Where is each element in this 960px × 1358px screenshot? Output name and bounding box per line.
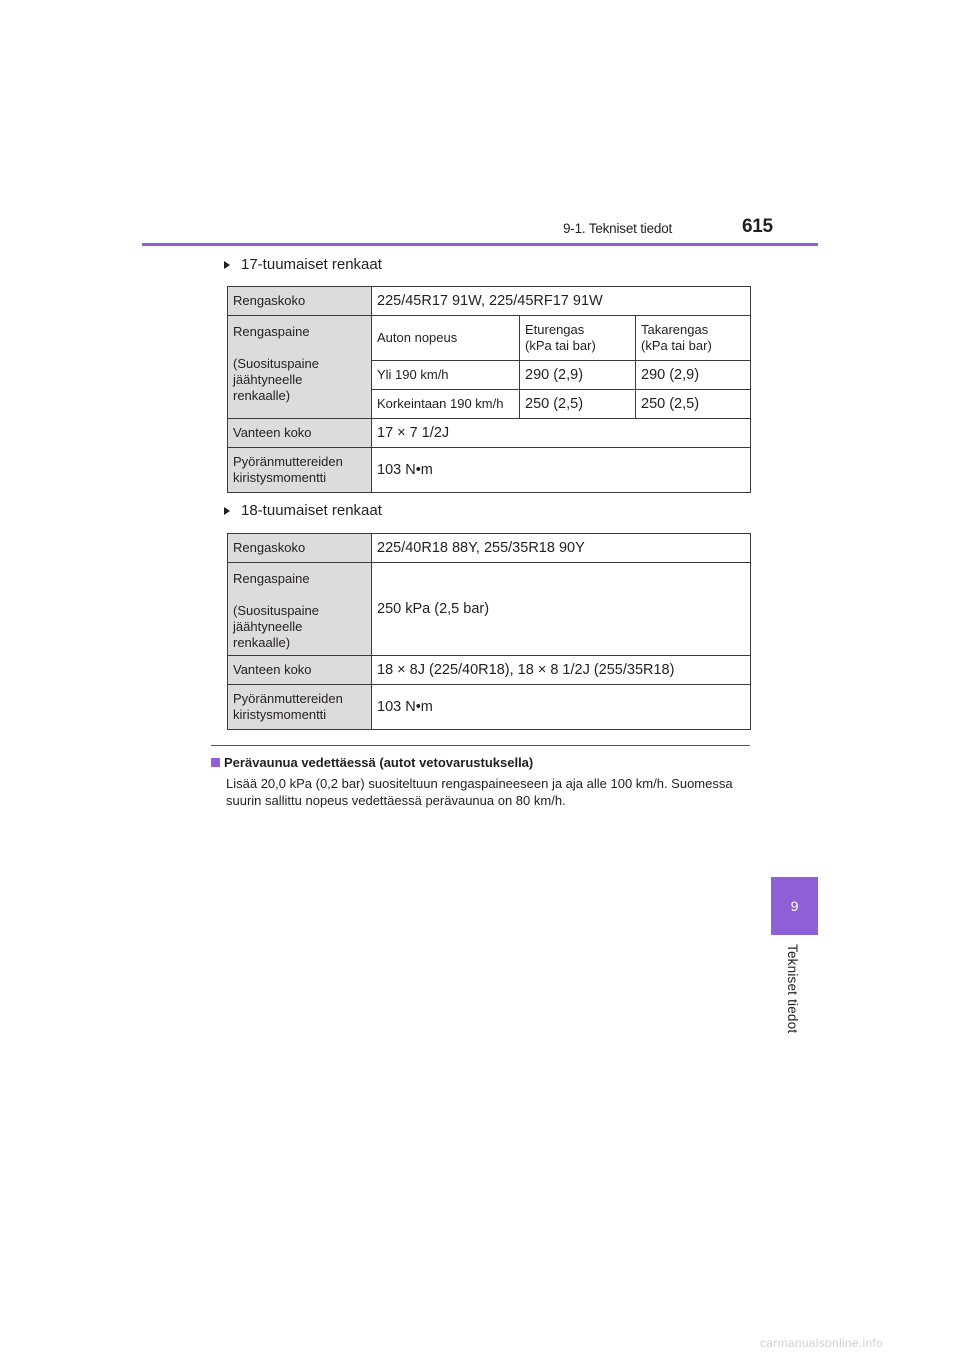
pressure-label: Rengaspaine (Suosituspaine jäähtyneelle renkaalle) xyxy=(228,316,372,419)
rear-pressure-cell: 290 (2,9) xyxy=(636,361,751,390)
chapter-label: Tekniset tiedot xyxy=(785,944,800,1034)
torque-label: Pyöränmuttereiden kiristysmomentti xyxy=(228,448,372,493)
tire18-spec-table xyxy=(227,533,751,730)
watermark: carmanualsonline.info xyxy=(760,1336,884,1350)
size-value: 225/45R17 91W, 225/45RF17 91W xyxy=(372,287,751,316)
section-title: 9-1. Tekniset tiedot xyxy=(563,221,673,236)
chapter-number: 9 xyxy=(790,898,799,914)
note-body: Lisää 20,0 kPa (0,2 bar) suositeltuun rengaspaineeseen ja aja alle 100 km/h. Suomessa suurin sallittu nopeus vedettäessä perävaunua on 80 km/h. xyxy=(226,776,733,808)
rim-value: 18 × 8J (225/40R18), 18 × 8 1/2J (255/35R18) xyxy=(372,656,751,685)
size-label: Rengaskoko xyxy=(228,534,372,563)
col-header-front: Eturengas (kPa tai bar) xyxy=(520,316,636,361)
rim-label: Vanteen koko xyxy=(228,419,372,448)
triangle-bullet-icon xyxy=(224,261,230,269)
table-row xyxy=(228,316,751,361)
torque-value: 103 N•m xyxy=(372,685,751,730)
front-pressure-cell: 290 (2,9) xyxy=(520,361,636,390)
col-header-speed: Auton nopeus xyxy=(372,316,520,361)
pressure-value: 250 kPa (2,5 bar) xyxy=(372,563,751,656)
table-row xyxy=(228,563,751,656)
col-header-rear: Takarengas (kPa tai bar) xyxy=(636,316,751,361)
speed-cell: Korkeintaan 190 km/h xyxy=(372,390,520,419)
note-title xyxy=(211,755,533,770)
square-bullet-icon xyxy=(211,758,220,767)
rear-pressure-cell: 250 (2,5) xyxy=(636,390,751,419)
tire18-heading-text: 18-tuumaiset renkaat xyxy=(241,502,382,519)
tire17-heading-text: 17-tuumaiset renkaat xyxy=(241,256,382,273)
rim-label: Vanteen koko xyxy=(228,656,372,685)
size-value: 225/40R18 88Y, 255/35R18 90Y xyxy=(372,534,751,563)
note-divider xyxy=(211,745,750,746)
pressure-label: Rengaspaine (Suosituspaine jäähtyneelle renkaalle) xyxy=(228,563,372,656)
triangle-bullet-icon xyxy=(224,507,230,515)
tire18-heading xyxy=(224,502,382,519)
speed-cell: Yli 190 km/h xyxy=(372,361,520,390)
torque-value: 103 N•m xyxy=(372,448,751,493)
page-number: 615 xyxy=(742,216,773,237)
size-label: Rengaskoko xyxy=(228,287,372,316)
note-title-text: Perävaunua vedettäessä (autot vetovarustuksella) xyxy=(224,755,534,770)
table-row xyxy=(228,287,751,316)
table-row xyxy=(228,419,751,448)
table-row xyxy=(228,685,751,730)
tire17-spec-table xyxy=(227,286,751,493)
chapter-tab xyxy=(771,877,818,935)
table-row xyxy=(228,656,751,685)
header-divider xyxy=(142,243,818,246)
torque-label: Pyöränmuttereiden kiristysmomentti xyxy=(228,685,372,730)
rim-value: 17 × 7 1/2J xyxy=(372,419,751,448)
table-row xyxy=(228,448,751,493)
tire17-heading xyxy=(224,256,382,273)
front-pressure-cell: 250 (2,5) xyxy=(520,390,636,419)
table-row xyxy=(228,534,751,563)
